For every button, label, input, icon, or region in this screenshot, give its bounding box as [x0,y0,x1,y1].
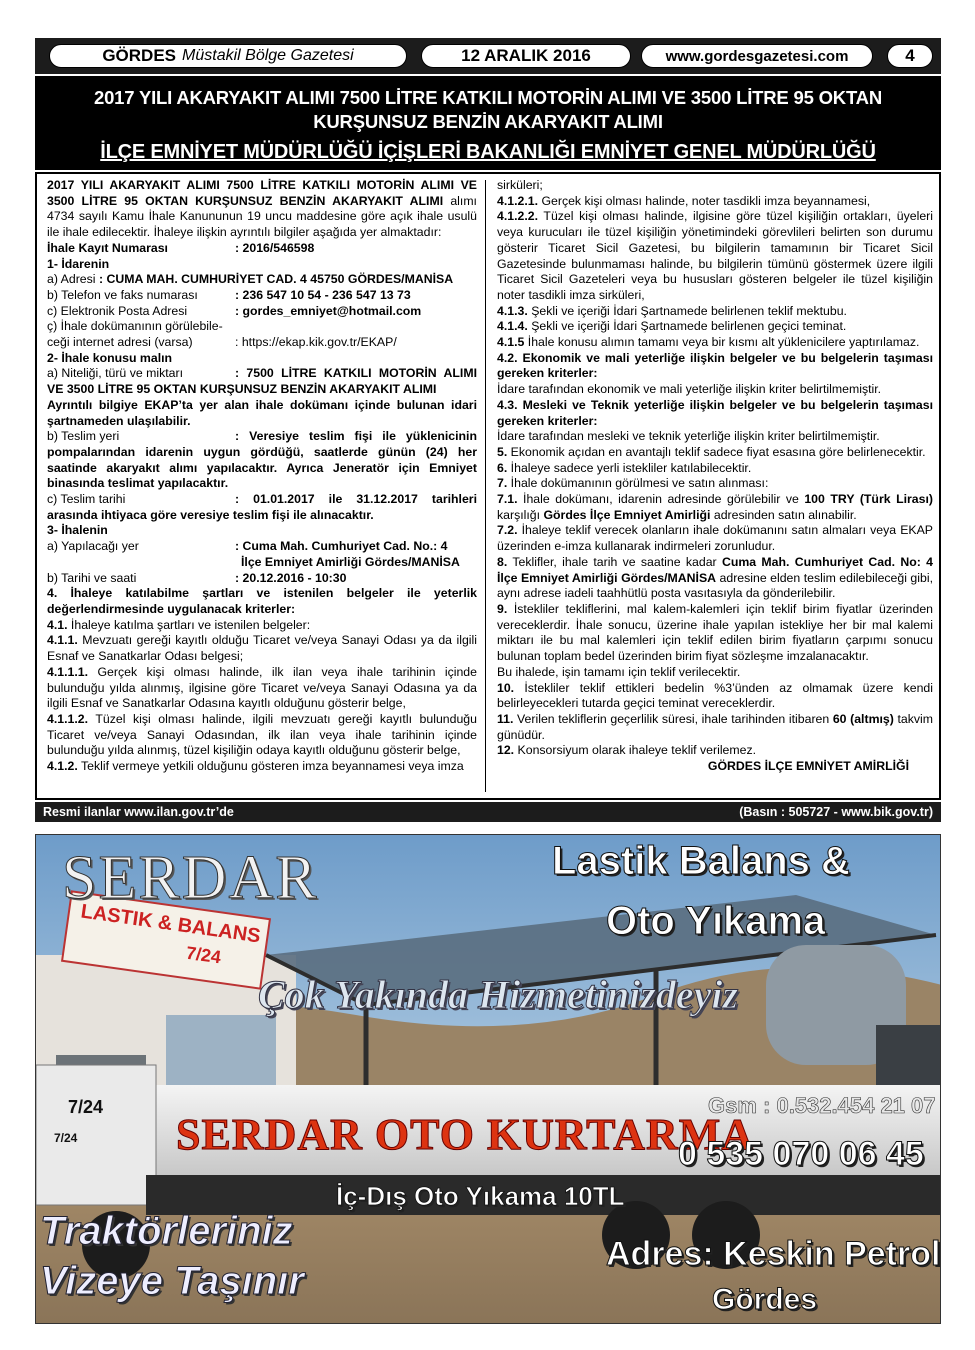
clause-9-note: Bu ihalede, işin tamamı için teklif verilecektir. [497,664,741,679]
clause-number: 4.1.1.2. [47,711,89,726]
clause-4-1-1-2 [47,712,477,759]
delivery-place-row [47,429,477,492]
delivery-place-label: b) Teslim yeri [47,429,120,444]
clause-text: İhale dokümanının görülmesi ve satın alınması: [507,476,769,491]
clause-7 [497,476,933,492]
clause-text: Şekli ve içeriği İdari Şartnamede belirlenen teklif mektubu. [527,303,847,318]
clause-number: 10. [497,680,515,695]
tender-place-spacer [47,555,235,571]
doc-url-label-1: ç) İhale dokümanının görülebile- [47,319,223,334]
clause-4-2-text: İdare tarafından ekonomik ve mali yeterliğe ilişkin kriter belirtilmemiştir. [497,382,882,397]
clause-text: karşılığı [497,507,544,522]
clause-number: 11. [497,711,514,726]
address-value: : CUMA MAH. CUMHURİYET CAD. 4 45750 GÖRDES/MANİSA [98,272,454,287]
signboard-subtext: 7/24 [184,942,223,968]
tender-place-value-2: İlçe Emniyet Amirliği Gördes/MANİSA [241,554,460,569]
section-4-heading: 4. İhaleye katılabilme şartları ve istenilen belgeler ile yeterlik değerlendirmesinde uygulanacak kriterler: [47,586,477,616]
clause-4-3-heading: 4.3. Mesleki ve Teknik yeterliğe ilişkin belgeler ve bu belgelerin taşıması gereken kriterler: [497,397,933,428]
clause-7-1 [497,492,933,523]
clause-text: Verilen tekliflerin geçerlilik süresi, ihale tarihinden itibaren [513,711,833,726]
announcement-body [35,172,941,800]
newspaper-subtitle: Müstakil Bölge Gazetesi [182,47,354,64]
goods-nature-label: a) Niteliği, türü ve miktarı [47,366,183,381]
ad-service-line-2: Oto Yıkama [606,899,826,943]
clause-10 [497,681,933,712]
clause-4-1-2-1 [497,194,933,210]
tender-number-label: İhale Kayıt Numarası [47,240,168,255]
clause-text: İstekliler tekliflerini, mal kalem-kalemleri için teklif birim fiyatlar üzerinden vereceklerdir. İhale sonucu, üzerine ihale yapılan istekliye her bir mal kalemi miktarı ile bu mal kalemleri için teklif edilen birim fiyatların çarpımı sonucu bulunan toplam bedel üzerinden birim fiyat sözleşme imzalanacaktır. [497,601,933,664]
clause-number: 4.1.3. [497,303,528,318]
clause-text: Tüzel kişi olması halinde, ilgili mevzuatı gereği kayıtlı bulunduğu Ticaret ve/veya Sanayi Odasından, ilk ilan veya ihale tarihinin içinde bulunduğu yılda alınmış, tüzel kişiliğin odaya kayıtlı olduğunu gösterir belge, [47,711,477,758]
doc-url-value[interactable]: : https://ekap.kik.gov.tr/EKAP/ [235,335,397,350]
doc-url-row [47,335,477,351]
intro-paragraph [47,178,477,241]
clause-4-1-1 [47,633,477,664]
page-header [35,38,941,74]
column-divider [485,180,486,792]
left-column [47,178,477,775]
newspaper-title: GÖRDES [102,46,177,65]
goods-nature-value: : 7500 LİTRE KATKILI MOTORİN ALIMI VE 3500 LİTRE 95 OKTAN KURŞUNSUZ BENZİN AKARYAKIT ALIMI [47,366,477,397]
clause-number: 4.1.4. [497,319,528,334]
clause-9 [497,602,933,665]
clause-text: İstekliler teklif ettikleri bedelin %3’ünden az olmamak üzere kendi belirleyecekleri tutarda geçici teminat vereceklerdir. [497,680,933,711]
tender-number-row [47,241,477,257]
ad-town: Gördes [712,1283,818,1316]
clause-4-1-2 [47,759,477,775]
ad-phone-number: 0 535 070 06 45 [678,1135,924,1173]
ad-coming-soon: Çok Yakında Hizmetinizdeyiz [258,972,739,1017]
clause-number: 4.1.1.1. [47,664,89,679]
doc-url-label-2: ceği internet adresi (varsa) [47,335,193,350]
clause-text: Gerçek kişi olması halinde, noter tasdikli imza beyannamesi, [538,193,871,208]
intro-text: alımı 4734 sayılı Kamu İhale Kanununun 19 uncu maddesine göre açık ihale usulü ile ihale edilecektir. İhaleye ilişkin ayrıntılı bilgiler aşağıda yer almaktadır: [47,193,477,240]
clause-4-1-3 [497,304,933,320]
announcement-title [35,76,941,170]
clause-4-1-5 [497,335,933,351]
clause-text: İhaleye katılma şartları ve istenilen belgeler: [67,617,311,632]
truck-24h-badge: 7/24 [68,1097,104,1117]
clause-text: Ekonomik açıdan en avantajlı teklif sadece fiyat esasına göre belirlenecektir. [507,444,926,459]
clause-text: İhaleye sadece yerli istekliler katılabilecektir. [507,460,752,475]
title-line-2: KURŞUNSUZ BENZİN AKARYAKIT ALIMI [313,111,663,132]
clause-number: 4.1.2. [47,759,78,774]
clause-text: Gerçek kişi olması halinde, ilk ilan veya ihale tarihinin içinde bulunduğu yılda alınmış, ilgisine göre Ticaret ve/veya Sanayi Odasına ya da ilgili Esnaf ve Sanatkarlar Odasına kayıtlı olduğunu gösterir belge, [47,664,477,711]
ad-service-line-1: Lastik Balans & [552,839,850,883]
ad-address: Adres: Keskin Petrol [606,1235,941,1273]
clause-number: 9. [497,601,508,616]
clause-number: 7. [497,476,508,491]
goods-nature-row [47,366,477,397]
clause-number: 4.1. [47,617,68,632]
tender-date-label: b) Tarihi ve saati [47,570,137,585]
clause-4-1-4 [497,319,933,335]
clause-number: 4.1.5 [497,335,525,350]
official-ads-link[interactable]: Resmi ilanlar www.ilan.gov.tr’de [43,805,234,819]
validity-days: 60 (altmış) [832,711,894,726]
phone-row [47,288,477,304]
issue-date: 12 ARALIK 2016 [421,44,631,68]
right-column [497,178,933,775]
title-line-1: 2017 YILI AKARYAKIT ALIMI 7500 LİTRE KATKILI MOTORİN ALIMI VE 3500 LİTRE 95 OKTAN [93,87,882,108]
clause-4-1-1-1 [47,665,477,712]
clause-continuation: sirküleri; [497,178,543,192]
doc-price: 100 TRY (Türk Lirası) [804,492,933,507]
clause-text: takvim günüdür. [497,711,934,742]
tender-place-value-1: : Cuma Mah. Cumhuriyet Cad. No.: 4 [235,539,448,554]
submission-address: Cuma Mah. Cumhuriyet Cad. No: 4 İlçe Emniyet Amirliği Gördes/MANİSA [497,554,933,585]
truck-company-name: SERDAR OTO KURTARMA [176,1110,755,1159]
section-1-heading: 1- İdarenin [47,256,110,271]
phone-label: b) Telefon ve faks numarası [47,287,198,302]
clause-text: İhale konusu alımın tamamı veya bir kısmı alt yüklenicilere yaptırılamaz. [524,335,920,350]
clause-text: Mevzuatı gereği kayıtlı olduğu Ticaret ve/veya Sanayi Odası ya da ilgili Esnaf ve Sanatkarlar Odası belgesi; [47,633,477,664]
email-row [47,304,477,320]
clause-number: 12. [497,743,515,758]
official-ads-strip [35,802,941,822]
goods-detail-note: Ayrıntılı bilgiye EKAP’ta yer alan ihale dokümanı içinde bulunan idari şartnameden ulaşılabilir. [47,397,477,428]
ad-wash-price: İç-Dış Oto Yıkama 10TL [336,1181,625,1211]
clause-number: 4.1.1. [47,633,78,648]
email-label: c) Elektronik Posta Adresi [47,303,188,318]
clause-12 [497,743,933,759]
clause-number: 8. [497,554,508,569]
tender-place-row [47,539,477,555]
delivery-date-label: c) Teslim tarihi [47,492,126,507]
intro-bold: 2017 YILI AKARYAKIT ALIMI 7500 LİTRE KATKILI MOTORİN ALIMI VE 3500 LİTRE 95 OKTAN KURŞUNSUZ BENZİN AKARYAKIT ALIMI [47,178,477,208]
clause-text: adresine elden teslim edilebileceği gibi, aynı adrese iadeli taahhütlü posta vasıtasıyla da gönderilebilir. [497,570,933,601]
clause-5 [497,445,933,461]
tender-place-label: a) Yapılacağı yer [47,539,139,554]
clause-8 [497,555,933,602]
truck-24h-badge-small: 7/24 [54,1131,78,1145]
clause-4-2-heading: 4.2. Ekonomik ve mali yeterliğe ilişkin belgeler ve bu belgelerin taşıması gereken kriterler: [497,350,933,381]
email-value[interactable]: : gordes_emniyet@hotmail.com [235,303,422,318]
address-row [47,272,477,288]
clause-text: Teklif vermeye yetkili olduğunu gösteren imza beyannamesi veya imza [77,759,464,774]
press-code: (Basın : 505727 - www.bik.gov.tr) [739,805,933,819]
section-2-heading: 2- İhale konusu malın [47,350,173,365]
delivery-place-value: : Veresiye teslim fişi ile yüklenicinin pompalarından idarenin uygun gördüğü, saatlerde günün (24) her saatinde akaryakıt alımı yapılacaktır. Ayrıca Jeneratör için Emniyet binasında teslimat yapılacaktır. [47,429,477,491]
tender-date-value: : 20.12.2016 - 10:30 [235,570,347,585]
parked-car [876,1025,941,1085]
tender-date-row [47,571,477,587]
clause-text: Teklifler, ihale tarih ve saatine kadar [507,554,722,569]
signboard-text: LASTIK & BALANS [79,900,262,948]
tender-place-row-2 [47,555,477,571]
clause-number: 4.1.2.1. [497,193,539,208]
clause-text: Tüzel kişi olması halinde, ilgisine göre tüzel kişiliğin ortakları, üyeleri veya kurucuları ile tüzel kişiliğin yönetimindeki görevlileri belirten son durumu gösterir Ticaret Sicil Gazetesi, bu bilgilerin tamamının bir Ticaret Sicil Gazetesinde bulunmaması halinde, bu bilgilerin tümünü göstermek üzere ilgili Ticaret Sicil Gazeteleri veya bu hususları gösteren belgeler ile tüzel kişiliğin noter tasdikli imza sirküleri, [497,209,933,302]
delivery-date-row [47,492,477,523]
website-link[interactable]: www.gordesgazetesi.com [641,44,873,68]
address-label: a) Adresi [47,272,96,287]
clause-number: 4.1.2.2. [497,209,539,224]
clause-text: Konsorsiyum olarak ihaleye teklif verilemez. [514,743,757,758]
ad-tractor-line-1: Traktörleriniz [40,1209,293,1253]
serdar-advertisement [35,834,941,1324]
page-number: 4 [887,44,933,68]
tender-number-value: : 2016/546598 [235,240,315,255]
clause-7-2 [497,523,933,554]
ad-brand-name: SERDAR [62,844,319,912]
clause-11 [497,712,933,743]
section-3-heading: 3- İhalenin [47,523,108,538]
ad-tractor-line-2: Vizeye Taşınır [40,1259,304,1303]
signature-authority: GÖRDES İLÇE EMNİYET AMİRLİĞİ [707,759,909,774]
clause-4-1-2-2 [497,209,933,303]
clause-number: 7.2. [497,523,518,538]
clause-text: Şekli ve içeriği İdari Şartnamede belirlenen geçici teminat. [527,319,847,334]
clause-text: İhale dokümanı, idarenin adresinde görülebilir ve [517,492,805,507]
clause-4-1 [47,618,477,634]
authority-name: Gördes İlçe Emniyet Amirliği [543,507,711,522]
phone-value: : 236 547 10 54 - 236 547 13 73 [235,287,411,302]
truck-gsm-number: Gsm : 0.532.454 21 07 [708,1093,936,1118]
clause-text: İhaleye teklif verecek olanların ihale dokümanını satın almaları veya EKAP üzerinden e-imza kullanarak indirmeleri zorunludur. [497,523,933,554]
clause-4-3-text: İdare tarafından mesleki ve teknik yeterliğe ilişkin kriter belirtilmemiştir. [497,429,880,444]
clause-number: 5. [497,444,508,459]
newspaper-name [49,44,407,68]
clause-6 [497,461,933,477]
clause-number: 7.1. [497,492,518,507]
delivery-date-value: : 01.01.2017 ile 31.12.2017 tarihleri arasında ihtiyaca göre veresiye teslim fişi ile alınacaktır. [47,492,477,522]
clause-number: 6. [497,460,508,475]
title-line-3: İLÇE EMNİYET MÜDÜRLÜĞÜ İÇİŞLERİ BAKANLIĞI EMNİYET GENEL MÜDÜRLÜĞÜ [100,141,876,163]
clause-text: adresinden satın alınabilir. [710,507,857,522]
